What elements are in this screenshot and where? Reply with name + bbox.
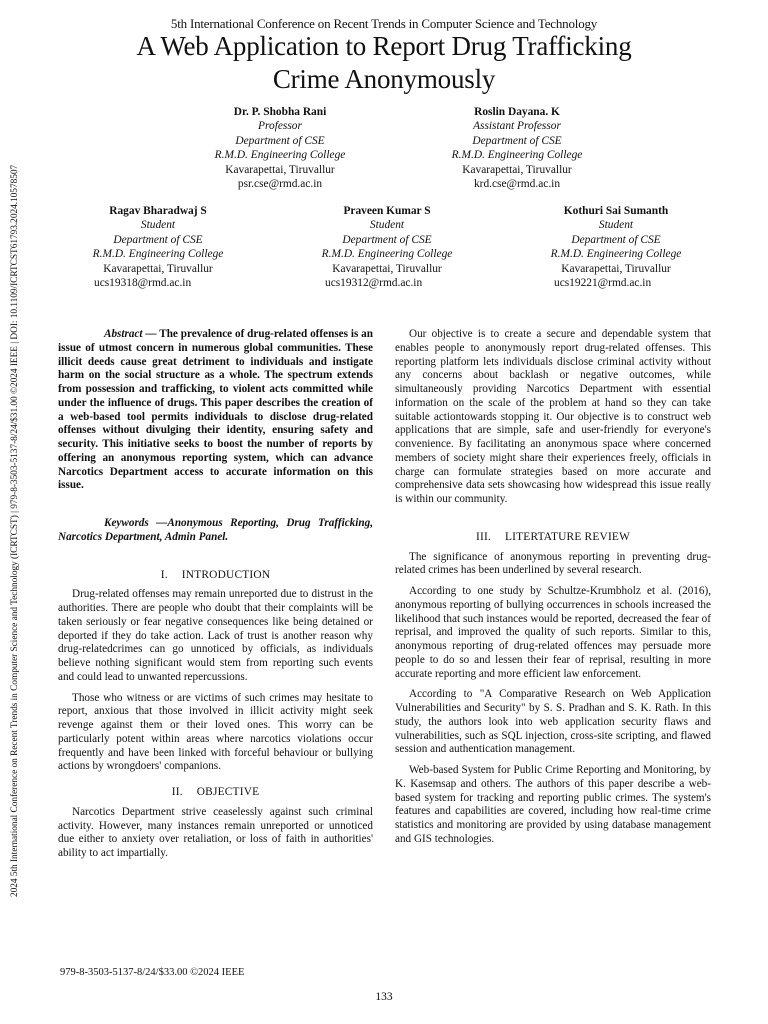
author-name: Kothuri Sai Sumanth bbox=[563, 205, 669, 217]
author-college: R.M.D. Engineering College bbox=[214, 149, 346, 162]
section-heading-objective: II. OBJECTIVE bbox=[171, 786, 260, 798]
section-heading-literature-review: III. LITERTATURE REVIEW bbox=[475, 530, 631, 543]
author-dept: Department of CSE bbox=[342, 233, 432, 246]
author-name: Roslin Dayana. K bbox=[474, 106, 560, 118]
abstract bbox=[58, 328, 373, 493]
author-block bbox=[417, 105, 617, 191]
author-college: R.M.D. Engineering College bbox=[92, 248, 224, 261]
right-column bbox=[395, 328, 711, 854]
paragraph: Narcotics Department strive ceaselessly against such criminal activity. However, many instances remain unreported or unnoticed due either to anxiety over retaliation, or loss of faith in authorities' ability to act impartially. bbox=[58, 805, 373, 859]
page-number: 133 bbox=[375, 991, 393, 1003]
author-place: Kavarapettai, Tiruvallur bbox=[561, 262, 671, 275]
author-name: Praveen Kumar S bbox=[343, 205, 431, 217]
author-role: Student bbox=[140, 219, 176, 232]
author-name: Ragav Bharadwaj S bbox=[109, 205, 207, 217]
conference-header: 5th International Conference on Recent Trends in Computer Science and Technology bbox=[170, 16, 598, 31]
paragraph: Drug-related offenses may remain unreported due to distrust in the authorities. There are people who doubt that their complaints will be taken seriously or fear negative consequences like being detained or deported if they do take action. Lack of trust is another reason why drug-relatedcrimes can go unnoticed by officials, as individuals believe nothing significant would stem from reporting such events and could lead to unwanted repercussions. bbox=[58, 588, 373, 683]
author-dept: Department of CSE bbox=[113, 233, 203, 246]
paragraph: According to one study by Schultze-Krumbholz et al. (2016), anonymous reporting of bullying occurrences in schools increased the likelihood that such instances would be reported, decreased the fear of reprisal, and improved the quality of such reports. Similar to this, anonymous reporting of drug-related offences may persuade more people to do so and lessen their fear of reprisal, resulting in more accurate reporting and more efficient law enforcement. bbox=[395, 585, 711, 680]
author-block bbox=[58, 204, 258, 290]
title-line-2: Crime Anonymously bbox=[272, 64, 496, 94]
author-place: Kavarapettai, Tiruvallur bbox=[103, 262, 213, 275]
paragraph: Those who witness or are victims of such crimes may hesitate to report, anxious that those involved in illicit activity might seek revenge against them or their loved ones. This worry can be particularly potent within areas where narcotics violations occur frequently and have been linked with forceful behaviour or bullying actions by wrongdoers' companions. bbox=[58, 691, 373, 773]
author-role: Student bbox=[369, 219, 405, 232]
author-dept: Department of CSE bbox=[472, 134, 562, 147]
author-role: Student bbox=[598, 219, 634, 232]
paragraph: Our objective is to create a secure and dependable system that enables people to anonymously report drug-related offenses. This reporting platform lets individuals disclose criminal activity without any concerns about backlash or negative outcomes, while simultaneously providing Narcotics Department with essential information on the scale of the problem at hand so they can take suitable actiontowards stopping it. Our objective is to construct web applications that are simple, safe and user-friendly for everyone's convenience. By facilitating an anonymous space where concerned members of society might share their experiences freely, officials in charge can formulate strategies based on more accurate and comprehensive data sets showcasing how widespread this issue really is within our community. bbox=[395, 328, 711, 505]
author-email: psr.cse@rmd.ac.in bbox=[237, 178, 323, 191]
author-dept: Department of CSE bbox=[235, 134, 325, 147]
title-line-1: A Web Application to Report Drug Trafficking bbox=[136, 31, 632, 61]
keywords-label: Keywords — bbox=[104, 517, 168, 529]
paragraph: According to "A Comparative Research on Web Application Vulnerabilities and Security" by S. S. Pradhan and S. K. Rath. In this study, the authors look into web application security flaws and vulnerabilities, such as SQL injection, cross-site scripting, and flawed session and authentication management. bbox=[395, 688, 711, 756]
author-block bbox=[287, 204, 487, 290]
abstract-text: The prevalence of drug-related offenses is an issue of utmost concern in numerous global communities. These illicit deeds cause great detriment to individuals and instigate harm on the social structure as a whole. The spectrum extends from possession and trafficking, to violent acts committed while under the influence of drugs. This paper describes the creation of a web-based tool permits individuals to disclose drug-related offenses without divulging their identity, ensuring safety and security. This initiative seeks to boost the number of reports by offering an anonymous reporting system, which can advance Narcotics Department access to accurate information on this issue. bbox=[58, 328, 373, 492]
section-heading-introduction: I. INTRODUCTION bbox=[160, 568, 271, 581]
author-block bbox=[180, 105, 380, 191]
author-block bbox=[516, 204, 716, 290]
author-place: Kavarapettai, Tiruvallur bbox=[462, 163, 572, 176]
author-name: Dr. P. Shobha Rani bbox=[233, 106, 327, 118]
author-college: R.M.D. Engineering College bbox=[321, 248, 453, 261]
author-role: Professor bbox=[258, 120, 302, 133]
left-column bbox=[58, 328, 373, 868]
paper-title bbox=[0, 30, 768, 96]
author-dept: Department of CSE bbox=[571, 233, 661, 246]
footer-copyright: 979-8-3503-5137-8/24/$33.00 ©2024 IEEE bbox=[60, 967, 245, 978]
paragraph: Web-based System for Public Crime Reporting and Monitoring, by K. Kasemsap and others. The authors of this paper describe a web-based system for tracking and reporting public crimes. The system's features and capabilities are covered, including how real-time crime statistics and monitoring are provided by using database management and GIS technologies. bbox=[395, 764, 711, 845]
author-place: Kavarapettai, Tiruvallur bbox=[332, 262, 442, 275]
keywords bbox=[58, 517, 373, 545]
paragraph: The significance of anonymous reporting in preventing drug-related crimes has been underlined by several research. bbox=[395, 550, 711, 577]
abstract-label: Abstract — bbox=[104, 328, 157, 340]
author-email: ucs19221@rmd.ac.in bbox=[554, 277, 652, 290]
author-role: Assistant Professor bbox=[473, 120, 561, 133]
author-email: ucs19312@rmd.ac.in bbox=[325, 277, 423, 290]
author-college: R.M.D. Engineering College bbox=[550, 248, 682, 261]
author-email: krd.cse@rmd.ac.in bbox=[473, 178, 561, 191]
keywords-text: Anonymous Reporting, Drug Trafficking, Narcotics Department, Admin Panel. bbox=[58, 517, 373, 543]
author-college: R.M.D. Engineering College bbox=[451, 149, 583, 162]
author-place: Kavarapettai, Tiruvallur bbox=[225, 163, 335, 176]
author-email: ucs19318@rmd.ac.in bbox=[94, 277, 192, 290]
